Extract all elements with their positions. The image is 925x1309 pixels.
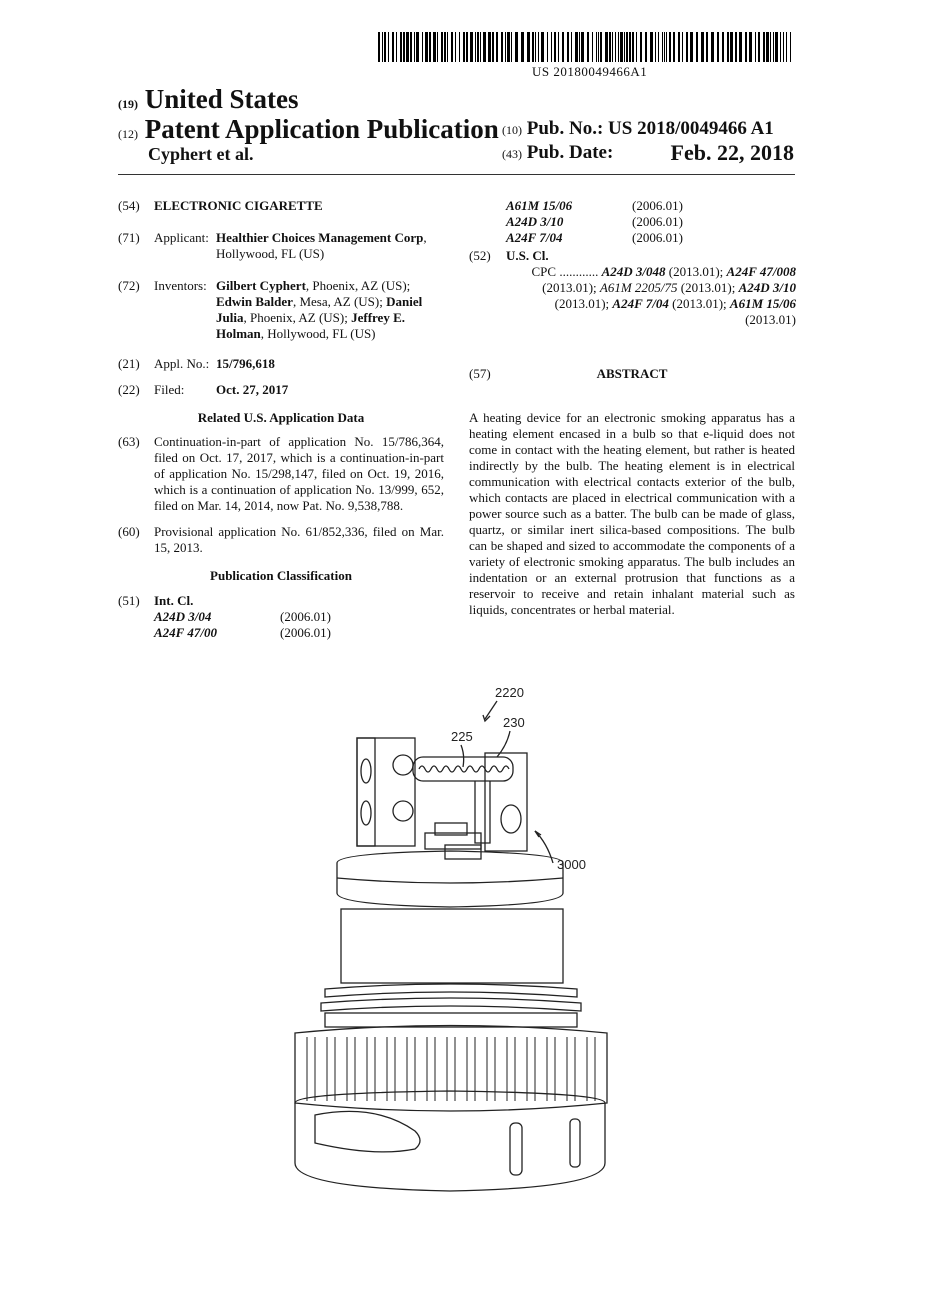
title: ELECTRONIC CIGARETTE [154,198,323,213]
pub-date: Feb. 22, 2018 [670,140,794,165]
ref-225: 225 [451,729,473,744]
pub-number-line: (10) Pub. No.: US 2018/0049466 A1 [502,118,774,139]
intcl-row: A24F 7/04 (2006.01) [506,230,683,245]
intcl-row: A24F 47/00 (2006.01) [154,625,331,640]
ref-2220: 2220 [495,685,524,700]
intcl-row: A24D 3/04 (2006.01) [154,609,331,624]
doc-type: Patent Application Publication [144,114,499,144]
patent-drawing [285,683,615,1203]
country-line: (19) United States [118,84,299,114]
pubclass-heading: Publication Classification [210,568,352,583]
abstract-heading: ABSTRACT [596,366,668,381]
abstract-text: A heating device for an electronic smoking apparatus has a heating element encased in a bulb so that e-liquid does not come in contact with the heating element, but rather is heated indirectly by the bulb. The heating element is in electrical communication with electrical contacts exterior of the bulb, which contacts are placed in electrical communication with a power source such as a batter. The bulb can be made of glass, quartz, or similar inert silica-based compositions. The bulb can be shaped and sized to accommodate the components of a variety of electronic smoking apparatus. The bulb includes an indentation or an external protrusion that functions as a reservoir to receive and retain inhalant material such as liquids, concentrates or herbal material. [469,410,795,617]
intcl-label: Int. Cl. [154,593,194,608]
country: United States [144,84,299,114]
application-number: Appl. No.: 15/796,618 [154,356,275,371]
inventors: Inventors: Gilbert Cyphert, Phoenix, AZ (US); Edwin Balder, Mesa, AZ (US); Daniel Julia, Phoenix, AZ (US); Jeffrey E. Holman, Hollywood, FL (US) [154,278,423,341]
ref-3000: 3000 [557,857,586,872]
barcode-number: US 20180049466A1 [532,64,648,79]
ref-230: 230 [503,715,525,730]
filed-date: Filed: Oct. 27, 2017 [154,382,289,397]
intcl-row: A61M 15/06 (2006.01) [506,198,683,213]
intcl-list [154,609,331,641]
related-heading: Related U.S. Application Data [197,410,365,425]
pub-number: US 2018/0049466 A1 [608,118,774,139]
applicant: Applicant: Healthier Choices Management Corp, Hollywood, FL (US) [154,230,427,261]
intcl-cont-list [506,198,683,246]
barcode [378,32,794,62]
continuation-text: Continuation-in-part of application No. 15/786,364, filed on Oct. 17, 2017, which is a continuation-in-part of application No. 15/298,147, filed on Oct. 19, 2016, which is a continuation of application No. 13/999, 652, filed on Mar. 14, 2014, now Pat. No. 9,538,788. [154,434,444,513]
cpc-block: CPC ............ A24D 3/048 (2013.01); A24F 47/008 (2013.01); A61M 2205/75 (2013.01); A24D 3/10 (2013.01); A24F 7/04 (2013.01); A61M 15/06 (2013.01) [531,264,796,327]
pub-date-line: (43) Pub. Date: [502,142,614,163]
provisional-text: Provisional application No. 61/852,336, filed on Mar. 15, 2013. [154,524,444,555]
intcl-row: A24D 3/10 (2006.01) [506,214,683,229]
uscl-label: U.S. Cl. [506,248,549,263]
inventors-short: Cyphert et al. [148,144,254,164]
header-divider [118,174,795,175]
doc-type-line: (12) Patent Application Publication [118,114,499,144]
